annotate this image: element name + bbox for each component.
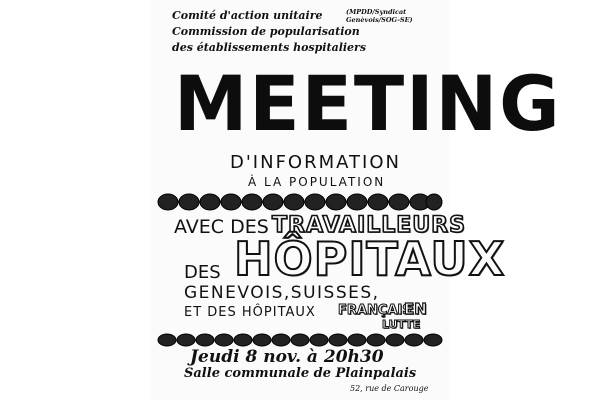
title-sub-population: À LA POPULATION [248, 175, 386, 189]
header-line-3: des établissements hospitaliers [172, 41, 367, 54]
body-des: DES [184, 262, 221, 283]
body-avec: AVEC DES [174, 216, 269, 238]
body-lutte: LUTTE [382, 318, 421, 331]
body-francais: FRANÇAIS [338, 303, 412, 318]
decorative-band-top [158, 193, 442, 211]
title-sub-information: D'INFORMATION [230, 152, 401, 173]
header-line-2: Commission de popularisation [172, 25, 360, 38]
bubble-band-icon [158, 193, 442, 211]
footer-date: Jeudi 8 nov. à 20h30 [190, 347, 384, 367]
body-genevois: GENEVOIS,SUISSES, [184, 283, 380, 303]
body-travailleurs: TRAVAILLEURS [272, 213, 466, 238]
footer-venue: Salle communale de Plainpalais [184, 366, 417, 381]
poster [150, 0, 562, 400]
header-line-1: Comité d'action unitaire [172, 9, 323, 22]
footer-address: 52, rue de Carouge [350, 384, 429, 393]
bubble-band-icon [158, 333, 442, 347]
body-hopitaux: HÔPITAUX [234, 232, 506, 286]
header-parties: (MPDD/Syndicat Genèvois/SOG-SE) [346, 8, 413, 24]
body-en: EN [404, 300, 427, 318]
body-etdes: ET DES HÔPITAUX [184, 305, 316, 320]
decorative-band-bottom [158, 333, 442, 347]
title-meeting: MEETING [174, 59, 562, 148]
